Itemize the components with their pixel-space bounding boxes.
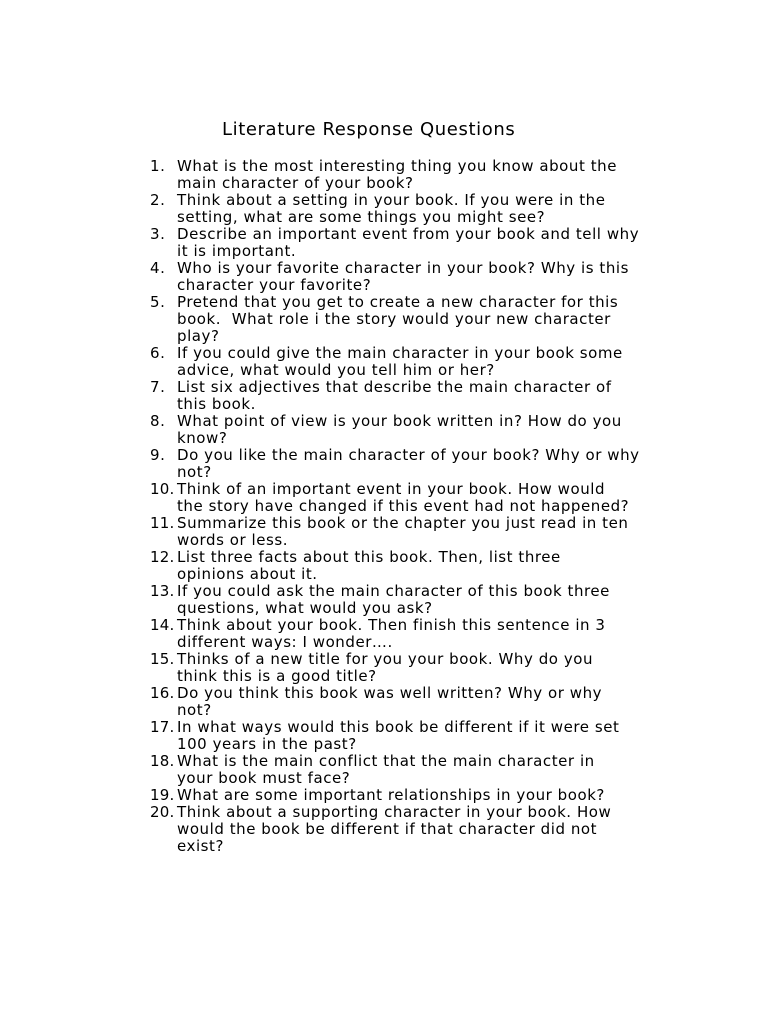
question-text: [177, 447, 695, 481]
question-line: List six adjectives that describe the main character of: [177, 378, 612, 396]
questions-list: [150, 158, 695, 855]
question-number: 19.: [150, 786, 175, 804]
question-number: 11.: [150, 514, 175, 532]
question-item: [150, 617, 695, 651]
question-item: [150, 804, 695, 855]
question-item: [150, 260, 695, 294]
question-number: 7.: [150, 378, 166, 396]
question-text: [177, 651, 695, 685]
question-item: [150, 447, 695, 481]
question-item: [150, 379, 695, 413]
question-line: not?: [177, 701, 212, 719]
question-line: Think about your book. Then finish this sentence in 3: [177, 616, 606, 634]
question-item: [150, 158, 695, 192]
question-line: exist?: [177, 837, 224, 855]
question-line: your book must face?: [177, 769, 351, 787]
question-text: [177, 413, 695, 447]
question-number: 4.: [150, 259, 166, 277]
question-line: Thinks of a new title for you your book. Why do you: [177, 650, 594, 668]
question-item: [150, 481, 695, 515]
question-text: [177, 804, 695, 855]
question-line: think this is a good title?: [177, 667, 377, 685]
question-line: Describe an important event from your book and tell why: [177, 225, 640, 243]
question-number: 13.: [150, 582, 175, 600]
question-text: [177, 549, 695, 583]
question-line: advice, what would you tell him or her?: [177, 361, 495, 379]
question-line: character your favorite?: [177, 276, 372, 294]
question-number: 6.: [150, 344, 166, 362]
question-text: [177, 685, 695, 719]
question-text: [177, 617, 695, 651]
question-item: [150, 753, 695, 787]
question-item: [150, 787, 695, 804]
question-number: 9.: [150, 446, 166, 464]
question-line: Who is your favorite character in your book? Why is this: [177, 259, 630, 277]
question-line: Pretend that you get to create a new character for this: [177, 293, 619, 311]
question-item: [150, 226, 695, 260]
question-text: [177, 481, 695, 515]
question-item: [150, 583, 695, 617]
question-text: [177, 583, 695, 617]
question-number: 16.: [150, 684, 175, 702]
question-number: 20.: [150, 803, 175, 821]
question-item: [150, 549, 695, 583]
question-line: questions, what would you ask?: [177, 599, 433, 617]
question-line: What is the most interesting thing you know about the: [177, 157, 617, 175]
question-number: 15.: [150, 650, 175, 668]
question-number: 17.: [150, 718, 175, 736]
question-line: What is the main conflict that the main character in: [177, 752, 595, 770]
question-line: not?: [177, 463, 212, 481]
question-text: [177, 260, 695, 294]
question-text: [177, 719, 695, 753]
question-text: [177, 192, 695, 226]
page-title: Literature Response Questions: [222, 119, 516, 140]
question-text: [177, 226, 695, 260]
question-line: this book.: [177, 395, 256, 413]
question-text: [177, 379, 695, 413]
question-item: [150, 719, 695, 753]
question-number: 1.: [150, 157, 166, 175]
question-line: In what ways would this book be different if it were set: [177, 718, 620, 736]
question-line: Think about a supporting character in your book. How: [177, 803, 612, 821]
question-item: [150, 685, 695, 719]
question-text: [177, 345, 695, 379]
question-line: opinions about it.: [177, 565, 318, 583]
question-number: 14.: [150, 616, 175, 634]
question-line: main character of your book?: [177, 174, 414, 192]
question-line: Do you think this book was well written? Why or why: [177, 684, 603, 702]
question-line: What point of view is your book written in? How do you: [177, 412, 622, 430]
question-item: [150, 651, 695, 685]
question-text: [177, 515, 695, 549]
question-number: 3.: [150, 225, 166, 243]
question-text: [177, 158, 695, 192]
question-line: If you could ask the main character of this book three: [177, 582, 610, 600]
question-item: [150, 345, 695, 379]
question-line: book. What role i the story would your new character: [177, 310, 611, 328]
question-line: Do you like the main character of your book? Why or why: [177, 446, 640, 464]
question-number: 8.: [150, 412, 166, 430]
question-line: If you could give the main character in your book some: [177, 344, 623, 362]
question-line: it is important.: [177, 242, 297, 260]
question-number: 2.: [150, 191, 166, 209]
question-line: know?: [177, 429, 228, 447]
question-text: [177, 294, 695, 345]
question-line: Think about a setting in your book. If you were in the: [177, 191, 606, 209]
question-number: 10.: [150, 480, 175, 498]
question-line: different ways: I wonder….: [177, 633, 393, 651]
question-number: 18.: [150, 752, 175, 770]
question-item: [150, 413, 695, 447]
question-item: [150, 294, 695, 345]
question-line: words or less.: [177, 531, 289, 549]
question-line: Summarize this book or the chapter you just read in ten: [177, 514, 629, 532]
question-item: [150, 192, 695, 226]
question-number: 5.: [150, 293, 166, 311]
question-line: List three facts about this book. Then, list three: [177, 548, 561, 566]
question-line: play?: [177, 327, 220, 345]
question-text: [177, 787, 695, 804]
question-text: [177, 753, 695, 787]
question-line: 100 years in the past?: [177, 735, 357, 753]
question-item: [150, 515, 695, 549]
question-line: the story have changed if this event had not happened?: [177, 497, 630, 515]
question-line: setting, what are some things you might see?: [177, 208, 546, 226]
question-line: What are some important relationships in your book?: [177, 786, 605, 804]
question-number: 12.: [150, 548, 175, 566]
question-line: Think of an important event in your book. How would: [177, 480, 606, 498]
question-line: would the book be different if that character did not: [177, 820, 598, 838]
